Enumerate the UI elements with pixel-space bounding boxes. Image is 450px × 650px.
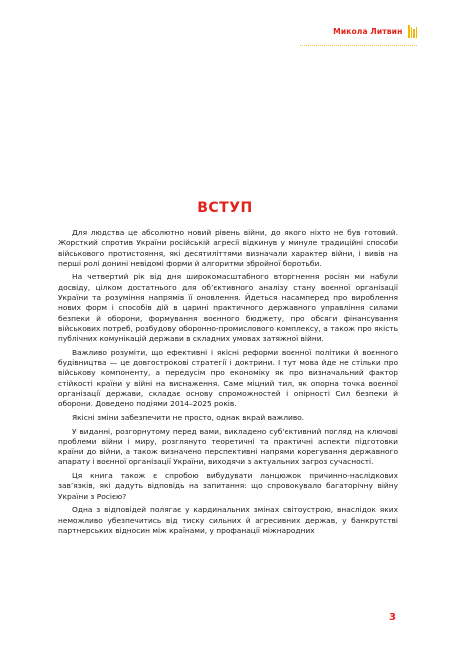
- body-text: [58, 228, 398, 539]
- paragraph: Одна з відповідей полягає у кардинальних змінах світоустрою, внаслідок яких неможливо убезпечитись від тиску сильних й агресивних держав, у банкрутстві партнерських відносин між країнами, у профанації міжнародних: [58, 505, 398, 535]
- paragraph: Якісні зміни забезпечити не просто, однак вкрай важливо.: [72, 412, 305, 422]
- header-divider: [300, 45, 417, 46]
- author-name: Микола Литвин: [333, 27, 403, 36]
- paragraph: Важливо розуміти, що ефективні і якісні реформи воєнної політики й воєнного будівництва — це довгострокові стратегії і доктрини. І тут мова йде не стільки про військову компоненту, а передусім про економіку як про визначальний фактор стійкості країни у війні на виснаження. Саме міцний тил, як опорна точка воєнної організації держави, складає основу спроможностей і опірності Сил безпеки й оборони. Доведено подіями 2014–2025 років.: [58, 347, 398, 409]
- chapter-title: ВСТУП: [197, 200, 253, 216]
- paragraph: У виданні, розгорнутому перед вами, викладено суб’єктивний погляд на ключові проблеми війни і миру, розглянуто теоретичні та практичні аспекти підготовки країни до війни, а також визначено перспективні напрями корегування державного апарату і воєнної організації України, виходячи з актуальних загроз сучасності.: [58, 426, 398, 467]
- paragraph: На четвертий рік від дня широкомасштабного вторгнення росіян ми набули досвіду, цілком достатнього для об’єктивного аналізу стану воєнної організації України та розуміння напрямів її оновлення. Йдеться насамперед про вироблення нових форм і способів дій в царині практичного державного управління силами безпеки й оборони, формування воєнного бюджету, про обсяги фінансування військових потреб, розбудову оборонно-промислового комплексу, а також про якість публічних комунікацій держави в складних умовах затяжної війни.: [58, 272, 398, 344]
- paragraph: Для людства це абсолютно новий рівень війни, до якого ніхто не був готовий. Жорсткий спротив України російській агресії відкинув у минуле традиційні способи військового протистояння, які десятиліттями визначали характер війни, і вивів на перші ролі донині невідомі форми й алгоритми збройної боротьби.: [58, 228, 398, 268]
- running-header: [333, 25, 417, 38]
- page-number: 3: [389, 612, 396, 623]
- book-bars-icon: [407, 25, 417, 38]
- paragraph: Ця книга також є спробою вибудувати ланцюжок причинно-наслідкових зав’язків, які дадуть відповідь на запитання: що спровокувало багаторічну війну України з Росією?: [58, 471, 398, 501]
